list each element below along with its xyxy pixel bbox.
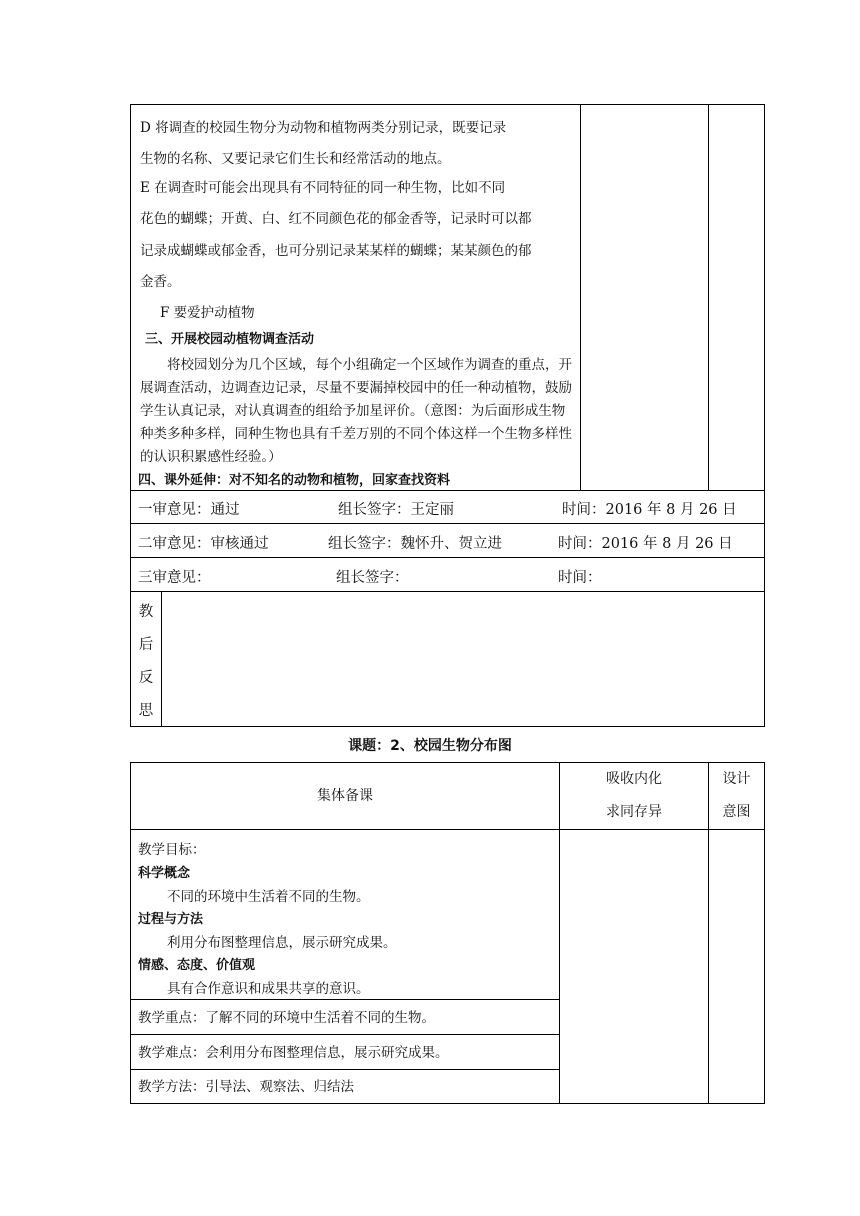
- review-2-time: 时间：2016 年 8 月 26 日: [558, 536, 733, 552]
- section-4-heading: 四、课外延伸：对不知名的动物和植物，回家查找资料: [138, 473, 451, 488]
- reflection-label-char-1: 教: [138, 604, 154, 620]
- header-absorb-line-2: 求同存异: [606, 804, 662, 820]
- review-1-time: 时间：2016 年 8 月 26 日: [562, 502, 737, 518]
- process-heading: 过程与方法: [138, 912, 204, 927]
- science-text: 不同的环境中生活着不同的生物。: [167, 889, 370, 905]
- reflection-label-char-3: 反: [138, 670, 154, 686]
- header-design-line-1: 设计: [722, 771, 751, 787]
- science-heading: 科学概念: [138, 866, 191, 881]
- review-3-time: 时间：: [558, 570, 602, 586]
- method: 教学方法：引导法、观察法、归结法: [138, 1079, 354, 1095]
- review-3-leader: 组长签字：: [336, 570, 409, 586]
- header-design-line-2: 意图: [722, 804, 751, 820]
- item-e-line-2: 花色的蝴蝶；开黄、白、红不同颜色花的郁金香等，记录时可以都: [140, 211, 532, 227]
- review-3-opinion: 三审意见：: [138, 570, 211, 586]
- section-3-body: 将校园划分为几个区域，每个小组确定一个区域作为调查的重点，开展调查活动，边调查边记录，尽量不要漏掉校园中的任一种动植物，鼓励学生认真记录，对认真调查的组给予加星评价。（意图：为后面形成生物种类多种多样，同种生物也具有千差万别的不同个体这样一个生物多样性的认识积累感性经验。）: [140, 357, 572, 465]
- reflection-label-char-4: 思: [138, 703, 154, 719]
- review-1-opinion: 一审意见：通过: [138, 502, 240, 518]
- emotion-heading: 情感、态度、价值观: [138, 958, 256, 973]
- review-1-leader: 组长签字：王定丽: [338, 502, 454, 518]
- difficulty: 教学难点：会利用分布图整理信息，展示研究成果。: [138, 1045, 449, 1061]
- emotion-text: 具有合作意识和成果共享的意识。: [167, 981, 370, 997]
- lesson-title: 课题：2、校园生物分布图: [348, 738, 512, 754]
- header-collective-prep: 集体备课: [317, 788, 373, 804]
- item-d-line-2: 生物的名称、又要记录它们生长和经常活动的地点。: [140, 151, 451, 167]
- reflection-label-char-2: 后: [138, 637, 154, 653]
- key-point: 教学重点：了解不同的环境中生活着不同的生物。: [138, 1010, 435, 1026]
- item-e-line-1: E 在调查时可能会出现具有不同特征的同一种生物，比如不同: [140, 180, 506, 196]
- process-text: 利用分布图整理信息，展示研究成果。: [167, 935, 397, 951]
- header-absorb-line-1: 吸收内化: [606, 771, 662, 787]
- review-2-opinion: 二审意见：审核通过: [138, 536, 269, 552]
- item-f: F 要爱护动植物: [160, 305, 255, 321]
- item-d-line-1: D 将调查的校园生物分为动物和植物两类分别记录，既要记录: [140, 120, 507, 136]
- review-2-leader: 组长签字：魏怀升、贺立进: [328, 536, 502, 552]
- section-3-heading: 三、开展校园动植物调查活动: [145, 332, 315, 347]
- item-e-line-3: 记录成蝴蝶或郁金香，也可分别记录某某样的蝴蝶；某某颜色的郁: [140, 243, 532, 259]
- objectives-label: 教学目标：: [138, 842, 206, 858]
- item-e-line-4: 金香。: [140, 274, 181, 290]
